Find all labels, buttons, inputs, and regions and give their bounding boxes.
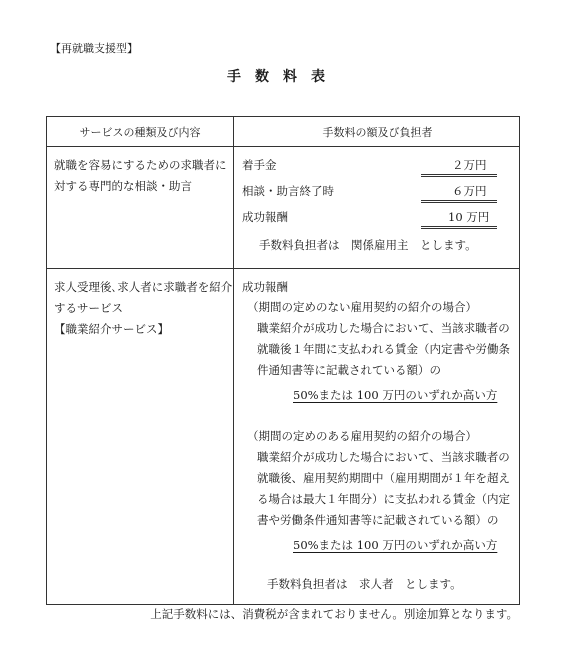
case1-line: 就職後１年間に支払われる賃金（内定書や労働条 [257, 342, 510, 356]
fee-underline [421, 174, 497, 177]
case1-rate: 50%または 100 万円のいずれか高い方 [293, 388, 498, 402]
fee-underline [421, 226, 497, 229]
row2-service-line: 【職業紹介サービス】 [54, 322, 169, 336]
row2-service-line: するサービス [54, 301, 123, 315]
case2-body [257, 447, 510, 531]
fee-underline [421, 200, 497, 203]
fee-label-success: 成功報酬 [242, 210, 288, 224]
document-tag: 【再就職支援型】 [50, 42, 138, 55]
row1-payer: 手数料負担者は 関係雇用主 とします。 [259, 238, 477, 252]
case1-line: 職業紹介が成功した場合において、当該求職者の [257, 321, 510, 335]
case2-line: 職業紹介が成功した場合において、当該求職者の [257, 450, 510, 464]
fee-table [46, 116, 520, 605]
case2-title: （期間の定めのある雇用契約の紹介の場合） [247, 429, 477, 443]
case1-body [257, 318, 510, 381]
tax-footnote: 上記手数料には、消費税が含まれておりません。別途加算となります。 [150, 607, 518, 621]
fee-amount-retainer: ２万円 [452, 158, 487, 172]
row2-service [54, 277, 232, 340]
row2-service-line: 求人受理後､求人者に求職者を紹介 [54, 280, 233, 294]
case2-line: 就職後、雇用契約期間中（雇用期間が１年を超え [257, 471, 510, 485]
fee-amount-consultation: ６万円 [452, 184, 487, 198]
case1-title: （期間の定めのない雇用契約の紹介の場合） [247, 300, 477, 314]
row1-service-line: 就職を容易にするための求職者に [54, 158, 227, 172]
row1-service [54, 155, 227, 197]
row2-payer: 手数料負担者は 求人者 とします。 [267, 577, 462, 591]
row-divider [47, 268, 519, 269]
case2-line: る場合は最大１年間分）に支払われる賃金（内定 [257, 492, 510, 506]
fee-amount-success: 10 万円 [448, 210, 490, 224]
case2-line: 書や労働条件通知書等に記載されている額）の [257, 513, 499, 527]
case1-line: 件通知書等に記載されている額）の [257, 363, 441, 377]
header-divider [47, 146, 519, 147]
page-title: 手数料表 [227, 69, 339, 85]
success-fee-heading: 成功報酬 [242, 280, 288, 294]
column-header-service: サービスの種類及び内容 [79, 126, 201, 139]
case2-rate: 50%または 100 万円のいずれか高い方 [293, 538, 498, 552]
fee-label-retainer: 着手金 [242, 158, 277, 172]
row1-service-line: 対する専門的な相談・助言 [54, 179, 192, 193]
column-header-fee: 手数料の額及び負担者 [322, 126, 433, 139]
column-divider [233, 117, 234, 604]
fee-label-consultation: 相談・助言終了時 [242, 184, 334, 198]
